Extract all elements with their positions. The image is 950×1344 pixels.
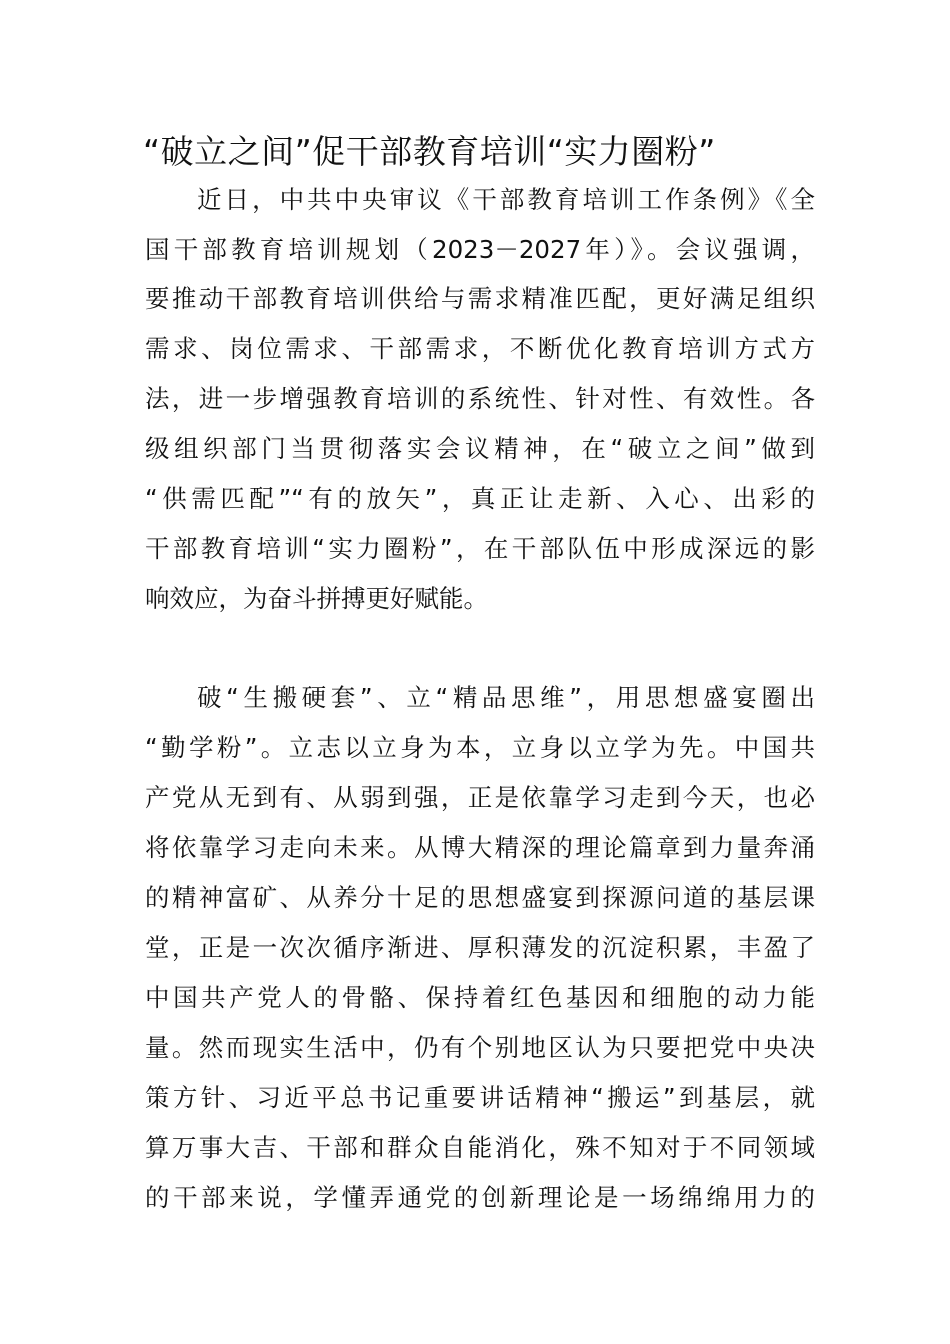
paragraph-2-line-11: 的干部来说，学懂弄通党的创新理论是一场绵绵用力的 <box>145 1183 815 1212</box>
paragraph-2-line-10: 算万事大吉、干部和群众自能消化，殊不知对于不同领域 <box>145 1133 815 1162</box>
paragraph-1-line-4: 需求、岗位需求、干部需求，不断优化教育培训方式方 <box>145 334 815 363</box>
paragraph-2-line-6: 堂，正是一次次循序渐进、厚积薄发的沉淀积累，丰盈了 <box>145 933 815 962</box>
paragraph-1-line-1: 近日，中共中央审议《干部教育培训工作条例》《全 <box>197 185 815 214</box>
paragraph-1-line-7: “供需匹配”“有的放矢”，真正让走新、入心、出彩的 <box>145 484 815 513</box>
paragraph-2-line-5: 的精神富矿、从养分十足的思想盛宴到探源问道的基层课 <box>145 883 815 912</box>
paragraph-2-line-9: 策方针、习近平总书记重要讲话精神“搬运”到基层，就 <box>145 1083 815 1112</box>
paragraph-1-line-3: 要推动干部教育培训供给与需求精准匹配，更好满足组织 <box>145 284 815 313</box>
paragraph-1-line-6: 级组织部门当贯彻落实会议精神，在“破立之间”做到 <box>145 434 815 463</box>
paragraph-2-line-4: 将依靠学习走向未来。从博大精深的理论篇章到力量奔涌 <box>145 833 815 862</box>
paragraph-1-line-8: 干部教育培训“实力圈粉”，在干部队伍中形成深远的影 <box>145 534 815 563</box>
paragraph-2-line-2: “勤学粉”。立志以立身为本，立身以立学为先。中国共 <box>145 733 815 762</box>
document-title: “破立之间”促干部教育培训“实力圈粉” <box>143 132 716 171</box>
paragraph-1-line-5: 法，进一步增强教育培训的系统性、针对性、有效性。各 <box>145 384 815 413</box>
paragraph-1-line-2: 国干部教育培训规划（2023－2027年）》。会议强调， <box>145 235 815 264</box>
paragraph-2-line-1: 破“生搬硬套”、立“精品思维”，用思想盛宴圈出 <box>197 683 815 712</box>
paragraph-2-line-7: 中国共产党人的骨骼、保持着红色基因和细胞的动力能 <box>145 983 815 1012</box>
paragraph-1-line-9: 响效应，为奋斗拼搏更好赋能。 <box>145 584 488 613</box>
paragraph-2-line-8: 量。然而现实生活中，仍有个别地区认为只要把党中央决 <box>145 1033 815 1062</box>
paragraph-2-line-3: 产党从无到有、从弱到强，正是依靠学习走到今天，也必 <box>145 783 815 812</box>
